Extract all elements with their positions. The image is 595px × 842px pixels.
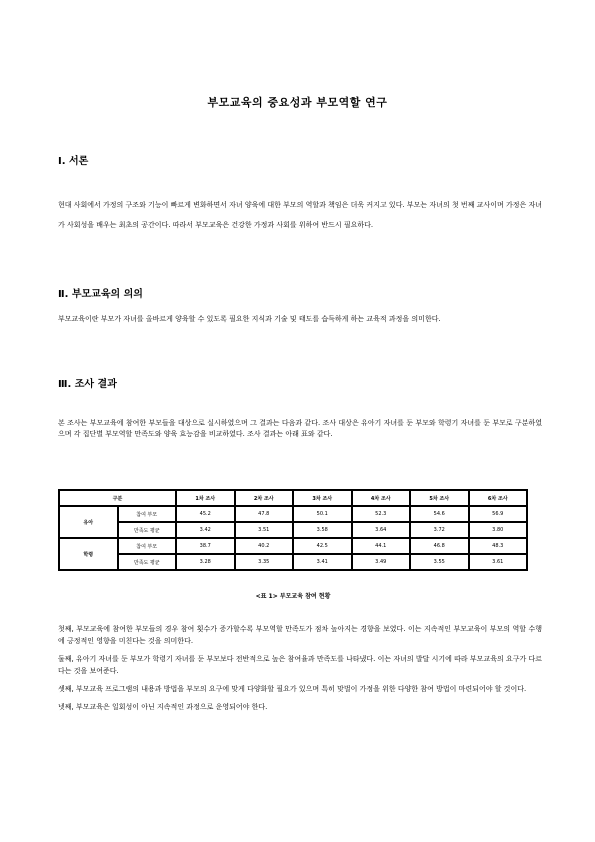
table-cell: 48.3 xyxy=(469,538,528,554)
table-header-cell: 3차 조사 xyxy=(293,490,352,506)
table-row xyxy=(59,522,527,538)
section-body-results: 본 조사는 부모교육에 참여한 부모들을 대상으로 실시하였으며 그 결과는 다음과 같다. 조사 대상은 유아기 자녀를 둔 부모와 학령기 자녀를 둔 부모로 구분하였으며 각 집단별 부모역할 만족도와 양육 효능감을 비교하였다. 조사 결과는 아래 표와 같다. xyxy=(58,419,542,438)
table-row xyxy=(59,538,527,554)
section-heading-results: Ⅲ. 조사 결과 xyxy=(58,379,117,390)
table-cell: 3.49 xyxy=(352,554,411,570)
table-cell: 44.1 xyxy=(352,538,411,554)
table-cell: 56.9 xyxy=(469,506,528,522)
table-cell: 3.51 xyxy=(235,522,294,538)
section-body-introduction: 현대 사회에서 가정의 구조와 기능이 빠르게 변화하면서 자녀 양육에 대한 부모의 역할과 책임은 더욱 커지고 있다. 부모는 자녀의 첫 번째 교사이며 가정은 자녀가 사회성을 배우는 최초의 공간이다. 따라서 부모교육은 건강한 가정과 사회를 위하여 반드시 필요하다. xyxy=(58,201,542,229)
findings-list xyxy=(58,623,542,719)
table-header-cell: 2차 조사 xyxy=(235,490,294,506)
table-cell: 3.42 xyxy=(176,522,235,538)
results-table-container xyxy=(58,489,528,571)
table-cell: 3.41 xyxy=(293,554,352,570)
table-cell: 3.72 xyxy=(410,522,469,538)
table-header-cell: 6차 조사 xyxy=(469,490,528,506)
table-cell: 45.2 xyxy=(176,506,235,522)
finding-paragraph: 넷째, 부모교육은 일회성이 아닌 지속적인 과정으로 운영되어야 한다. xyxy=(58,703,268,711)
table-header-row xyxy=(59,490,527,506)
results-table xyxy=(58,489,528,571)
table-cell: 3.64 xyxy=(352,522,411,538)
table-row-label: 참여 부모 xyxy=(118,506,177,522)
table-cell: 50.1 xyxy=(293,506,352,522)
table-cell: 3.80 xyxy=(469,522,528,538)
document-title: 부모교육의 중요성과 부모역할 연구 xyxy=(207,96,388,109)
table-cell: 3.35 xyxy=(235,554,294,570)
table-group-label: 학령 xyxy=(59,538,118,570)
section-heading-introduction: Ⅰ. 서론 xyxy=(58,156,89,167)
section-heading-definition: Ⅱ. 부모교육의 의의 xyxy=(58,289,143,300)
table-header-cell: 구분 xyxy=(59,490,176,506)
table-cell: 3.61 xyxy=(469,554,528,570)
table-cell: 3.58 xyxy=(293,522,352,538)
table-row-label: 만족도 평균 xyxy=(118,522,177,538)
table-row xyxy=(59,554,527,570)
finding-paragraph: 첫째, 부모교육에 참여한 부모들의 경우 참여 횟수가 증가할수록 부모역할 만족도가 점차 높아지는 경향을 보였다. 이는 지속적인 부모교육이 부모의 역할 수행에 긍정적인 영향을 미친다는 것을 의미한다. xyxy=(58,625,542,645)
finding-paragraph: 둘째, 유아기 자녀를 둔 부모가 학령기 자녀를 둔 부모보다 전반적으로 높은 참여율과 만족도를 나타냈다. 이는 자녀의 발달 시기에 따라 부모교육의 요구가 다르다는 것을 보여준다. xyxy=(58,655,542,675)
finding-paragraph: 셋째, 부모교육 프로그램의 내용과 방법을 부모의 요구에 맞게 다양화할 필요가 있으며 특히 맞벌이 가정을 위한 다양한 참여 방법이 마련되어야 할 것이다. xyxy=(58,685,527,693)
table-cell: 3.55 xyxy=(410,554,469,570)
table-cell: 46.8 xyxy=(410,538,469,554)
table-header-cell: 4차 조사 xyxy=(352,490,411,506)
table-header-cell: 1차 조사 xyxy=(176,490,235,506)
table-cell: 38.7 xyxy=(176,538,235,554)
table-header-cell: 5차 조사 xyxy=(410,490,469,506)
table-row-label: 만족도 평균 xyxy=(118,554,177,570)
table-cell: 40.2 xyxy=(235,538,294,554)
section-body-definition: 부모교육이란 부모가 자녀를 올바르게 양육할 수 있도록 필요한 지식과 기술 및 태도를 습득하게 하는 교육적 과정을 의미한다. xyxy=(58,315,441,323)
table-cell: 42.5 xyxy=(293,538,352,554)
table-cell: 54.6 xyxy=(410,506,469,522)
table-group-label: 유아 xyxy=(59,506,118,538)
table-row-label: 참여 부모 xyxy=(118,538,177,554)
table-cell: 52.3 xyxy=(352,506,411,522)
table-caption: <표 1> 부모교육 참여 현황 xyxy=(255,593,331,600)
table-cell: 47.8 xyxy=(235,506,294,522)
table-row xyxy=(59,506,527,522)
table-cell: 3.28 xyxy=(176,554,235,570)
